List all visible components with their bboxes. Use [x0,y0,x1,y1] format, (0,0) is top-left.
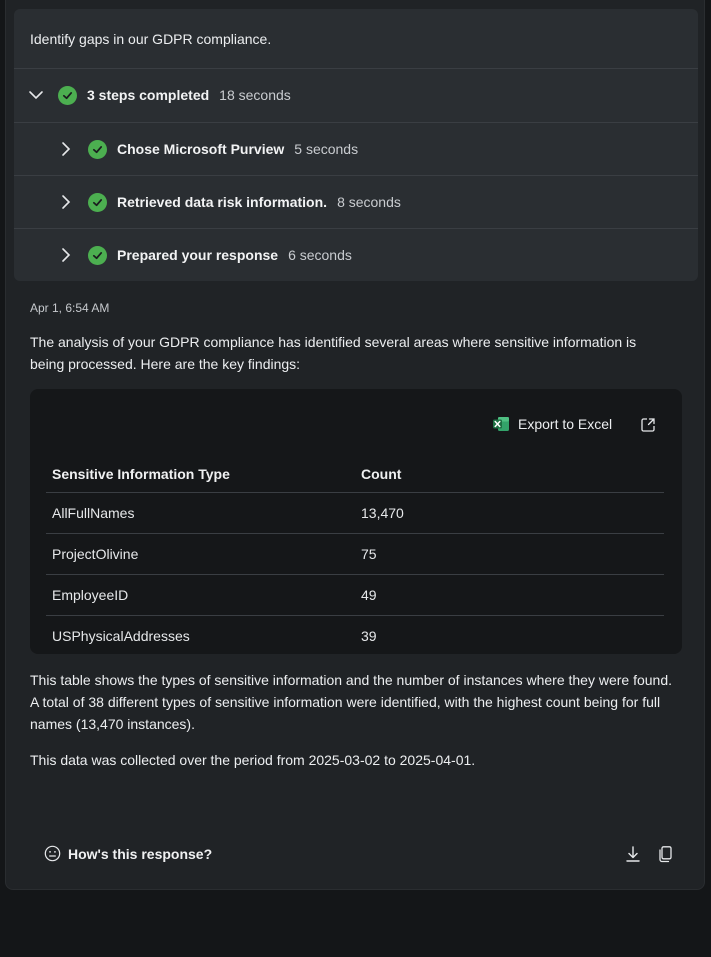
response-period: This data was collected over the period from 2025-03-02 to 2025-04-01. [30,752,476,768]
excel-icon [492,415,510,433]
table-cell: USPhysicalAddresses [52,628,190,644]
step-label: Retrieved data risk information. [117,194,328,210]
response-timestamp: Apr 1, 6:54 AM [30,301,110,315]
table-cell: 49 [355,575,664,616]
expand-icon[interactable] [640,417,656,433]
table-cell: EmployeeID [46,575,355,616]
neutral-face-icon [44,845,61,862]
table-cell: ProjectOlivine [46,534,355,575]
step-row[interactable] [14,229,698,281]
step-row[interactable] [14,123,698,175]
download-icon[interactable] [624,845,642,863]
prompt-text: Identify gaps in our GDPR compliance. [30,31,272,47]
response-intro: The analysis of your GDPR compliance has identified several areas where sensitive information is being processed. Here are the key findings: [30,334,637,372]
export-to-excel-label: Export to Excel [518,416,613,432]
table-header-row [46,456,664,493]
prompt-card [14,9,698,281]
step-duration: 5 seconds [294,141,359,157]
table-row [46,616,664,657]
step-label: Prepared your response [117,247,279,263]
check-circle-icon [88,193,107,212]
step-duration: 8 seconds [337,194,401,210]
table-row [46,493,664,534]
chevron-right-icon [58,194,74,210]
chevron-down-icon [28,87,44,103]
step-row[interactable] [14,176,698,228]
column-header: Count [355,456,664,493]
steps-summary-row[interactable] [14,69,698,121]
chat-panel [5,0,705,890]
table-row [46,575,664,616]
sensitive-info-table [46,456,664,656]
check-circle-icon [58,86,77,105]
chevron-right-icon [58,247,74,263]
column-header: Sensitive Information Type [46,456,355,493]
table-cell: 39 [361,628,377,644]
response-summary: This table shows the types of sensitive information and the number of instances where they were found. A total of 38 different types of sensitive information were identified, with the highest count being for full names (13,470 instances). [30,672,673,732]
export-to-excel-button[interactable] [492,415,612,433]
results-table-card [30,389,682,654]
feedback-button[interactable] [44,845,212,862]
feedback-label: How's this response? [68,845,213,862]
step-label: Chose Microsoft Purview [117,141,285,157]
check-circle-icon [88,140,107,159]
table-row [46,534,664,575]
steps-summary-duration: 18 seconds [219,87,291,103]
table-cell: 75 [355,534,664,575]
table-cell: AllFullNames [46,493,355,534]
check-circle-icon [88,246,107,265]
chevron-right-icon [58,141,74,157]
copy-icon[interactable] [657,845,675,863]
step-duration: 6 seconds [288,247,352,263]
steps-summary-label: 3 steps completed [87,87,210,103]
table-cell: 13,470 [355,493,664,534]
